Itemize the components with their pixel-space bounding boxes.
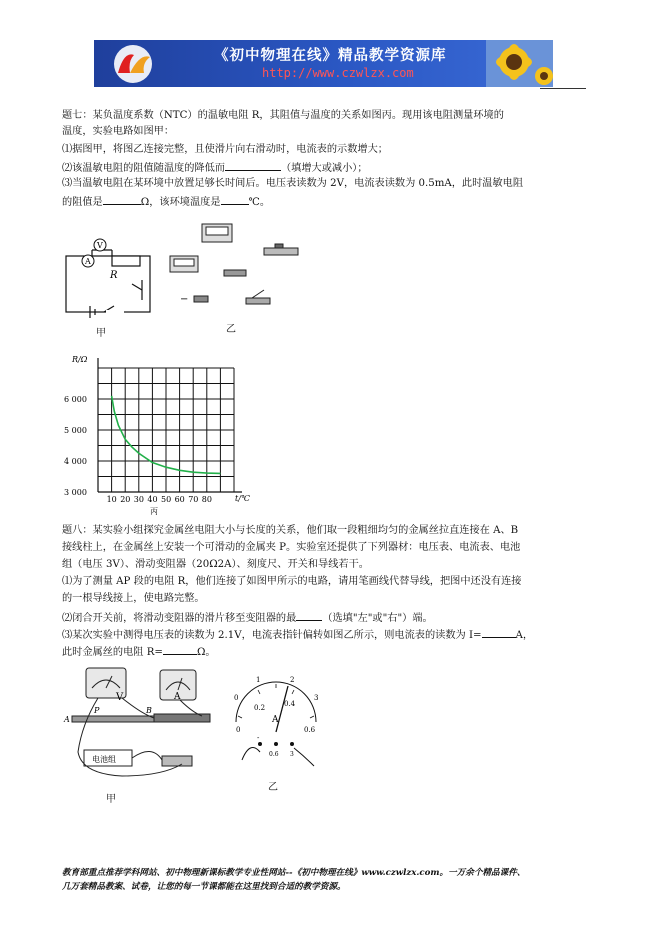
q7-rt-graph [62, 346, 252, 518]
lead-wire [294, 748, 314, 766]
dial-bottom-tick: 0.4 [284, 700, 296, 708]
q8-line-6-a: ⑵闭合开关前，将滑动变阻器的滑片移至变阻器的最 [62, 613, 297, 624]
dial-top-tick: 0 [234, 694, 239, 702]
q7-circuit-diagram [62, 234, 162, 324]
x-tick-label: 80 [201, 495, 212, 504]
q8-line-6 [62, 610, 433, 626]
minus-sign: − [180, 294, 189, 305]
battery-label: 电池组 [92, 755, 116, 764]
answer-blank [225, 160, 281, 171]
logo-icon [100, 43, 166, 85]
q8-line-1: 题八：某实验小组探究金属丝电阻大小与长度的关系，他们取一段粗细均匀的金属丝拉直连接在 A、B [62, 525, 519, 536]
x-tick-label: 30 [133, 495, 144, 504]
terminal [258, 742, 262, 746]
q8-line-5: 的一根导线接上，使电路完整。 [62, 593, 205, 604]
terminal-a-label: A [64, 715, 70, 724]
dial-ticks [238, 684, 314, 718]
q8-line-8-b: Ω。 [196, 647, 216, 658]
y-tick-label: 5 000 [64, 426, 87, 435]
terminal [290, 742, 294, 746]
q8-line-8-a: 此时金属丝的电阻 R= [62, 647, 163, 658]
dial-needle [276, 686, 288, 732]
dial-bottom-tick: 0.6 [304, 726, 316, 734]
battery-device [194, 296, 208, 302]
x-tick-label: 20 [120, 495, 131, 504]
header-rule [540, 88, 586, 89]
q7-line-6-a: 的阻值是 [62, 197, 103, 208]
q8-line-3: 组（电压 3V）、滑动变阻器（20Ω2A）、刻度尺、开关和导线若干。 [62, 559, 369, 570]
q7-line-4-b: （填增大或减小）； [281, 163, 368, 174]
answer-blank [163, 644, 197, 655]
x-tick-label: 40 [147, 495, 158, 504]
answer-blank [221, 194, 249, 205]
dial-bottom-tick: 0.2 [254, 704, 266, 712]
terminal-label: - [257, 734, 260, 742]
thermistor-device [224, 270, 246, 276]
q8-line-7 [62, 627, 533, 643]
clip-p-label: P [94, 706, 100, 715]
footer-line-2: 几万套精品教案、试卷，让您的每一节课都能在这里找到合适的教学资源。 [62, 882, 346, 892]
x-tick-label: 60 [174, 495, 185, 504]
q7-fig-bing-caption: 丙 [150, 507, 158, 516]
q8-line-7-a: ⑶某次实验中测得电压表的读数为 2.1V，电流表指针偏转如图乙所示，则电流表的读数为 I= [62, 630, 482, 641]
q8-apparatus-drawing [62, 664, 222, 788]
q8-ammeter-dial [222, 670, 328, 770]
q8-line-6-b: （选填"左"或"右"）端。 [322, 613, 433, 624]
switch-device [162, 756, 192, 766]
answer-blank [296, 610, 322, 621]
lead-wire [242, 748, 260, 761]
answer-blank [103, 194, 141, 205]
q7-line-6-c: ℃。 [248, 197, 271, 208]
switch-device [246, 298, 270, 304]
q7-line-6 [62, 194, 270, 210]
footer-line-1: 教育部重点推荐学科网站、初中物理新课标教学专业性网站--《初中物理在线》www.czwlzx.com。一万余个精品课件、 [62, 868, 526, 878]
banner-url: http://www.czwlzx.com [262, 66, 414, 80]
terminal-b-label: B [146, 706, 152, 715]
dial-top-tick: 1 [256, 676, 261, 684]
x-tick-label: 10 [106, 495, 117, 504]
q8-line-8 [62, 644, 216, 660]
ammeter-label: A [85, 257, 91, 266]
chart-layer [64, 355, 251, 504]
ammeter-label: A [174, 692, 181, 702]
voltmeter-label: V [97, 241, 103, 250]
x-axis-label: t/℃ [235, 494, 250, 503]
q7-line-4 [62, 160, 368, 176]
header-banner [94, 40, 553, 87]
x-tick-label: 70 [188, 495, 199, 504]
q8-line-2: 接线柱上，在金属丝上安装一个可滑动的金属夹 P。实验室还提供了下列器材：电压表、电流表、电池 [62, 542, 521, 553]
y-tick-label: 4 000 [64, 457, 87, 466]
q7-line-3: ⑴据图甲，将图乙连接完整，且使滑片向右滑动时，电流表的示数增大； [62, 144, 388, 155]
resistor-label: R [110, 270, 118, 281]
q7-line-5: ⑶当温敏电阻在某环境中放置足够长时间后。电压表读数为 2V，电流表读数为 0.5mA，此时温敏电阻 [62, 178, 524, 189]
metal-wire-board [72, 716, 154, 722]
y-axis-label: R/Ω [72, 355, 88, 364]
terminal-label: 0.6 [269, 751, 279, 758]
q8-line-7-b: A， [515, 630, 534, 641]
x-tick-label: 50 [161, 495, 172, 504]
dial-top-tick: 3 [314, 694, 319, 702]
dial-unit: A [272, 715, 279, 725]
rheostat-device [154, 714, 210, 722]
q7-fig-jia-caption: 甲 [96, 328, 106, 339]
dial-top-tick: 2 [290, 676, 295, 684]
terminal [274, 742, 278, 746]
banner-title: 《初中物理在线》精品教学资源库 [214, 47, 447, 64]
rheostat-device [264, 248, 298, 255]
q7-fig-yi-caption: 乙 [226, 324, 236, 335]
answer-blank [482, 627, 516, 638]
q8-fig-jia-caption: 甲 [106, 794, 116, 805]
voltmeter-label: V [116, 692, 124, 703]
terminal-label: 3 [290, 751, 294, 758]
q7-line-2: 温度，实验电路如图甲： [62, 126, 175, 137]
q8-line-4: ⑴为了测量 AP 段的电阻 R，他们连接了如图甲所示的电路，请用笔画线代替导线，把图中还没有连接 [62, 576, 522, 587]
dial-bottom-tick: 0 [236, 726, 241, 734]
q7-line-4-a: ⑵该温敏电阻的阻值随温度的降低而 [62, 163, 225, 174]
q7-line-1: 题七：某负温度系数（NTC）的温敏电阻 R，其阻值与温度的关系如图丙。现用该电阻测量环境的 [62, 110, 504, 121]
q7-apparatus-drawing [160, 218, 300, 318]
y-tick-label: 6 000 [64, 395, 87, 404]
q8-fig-yi-caption: 乙 [268, 782, 278, 793]
sunflower-icon [486, 40, 553, 87]
y-tick-label: 3 000 [64, 488, 87, 497]
q7-line-6-b: Ω，该环境温度是 [140, 197, 221, 208]
